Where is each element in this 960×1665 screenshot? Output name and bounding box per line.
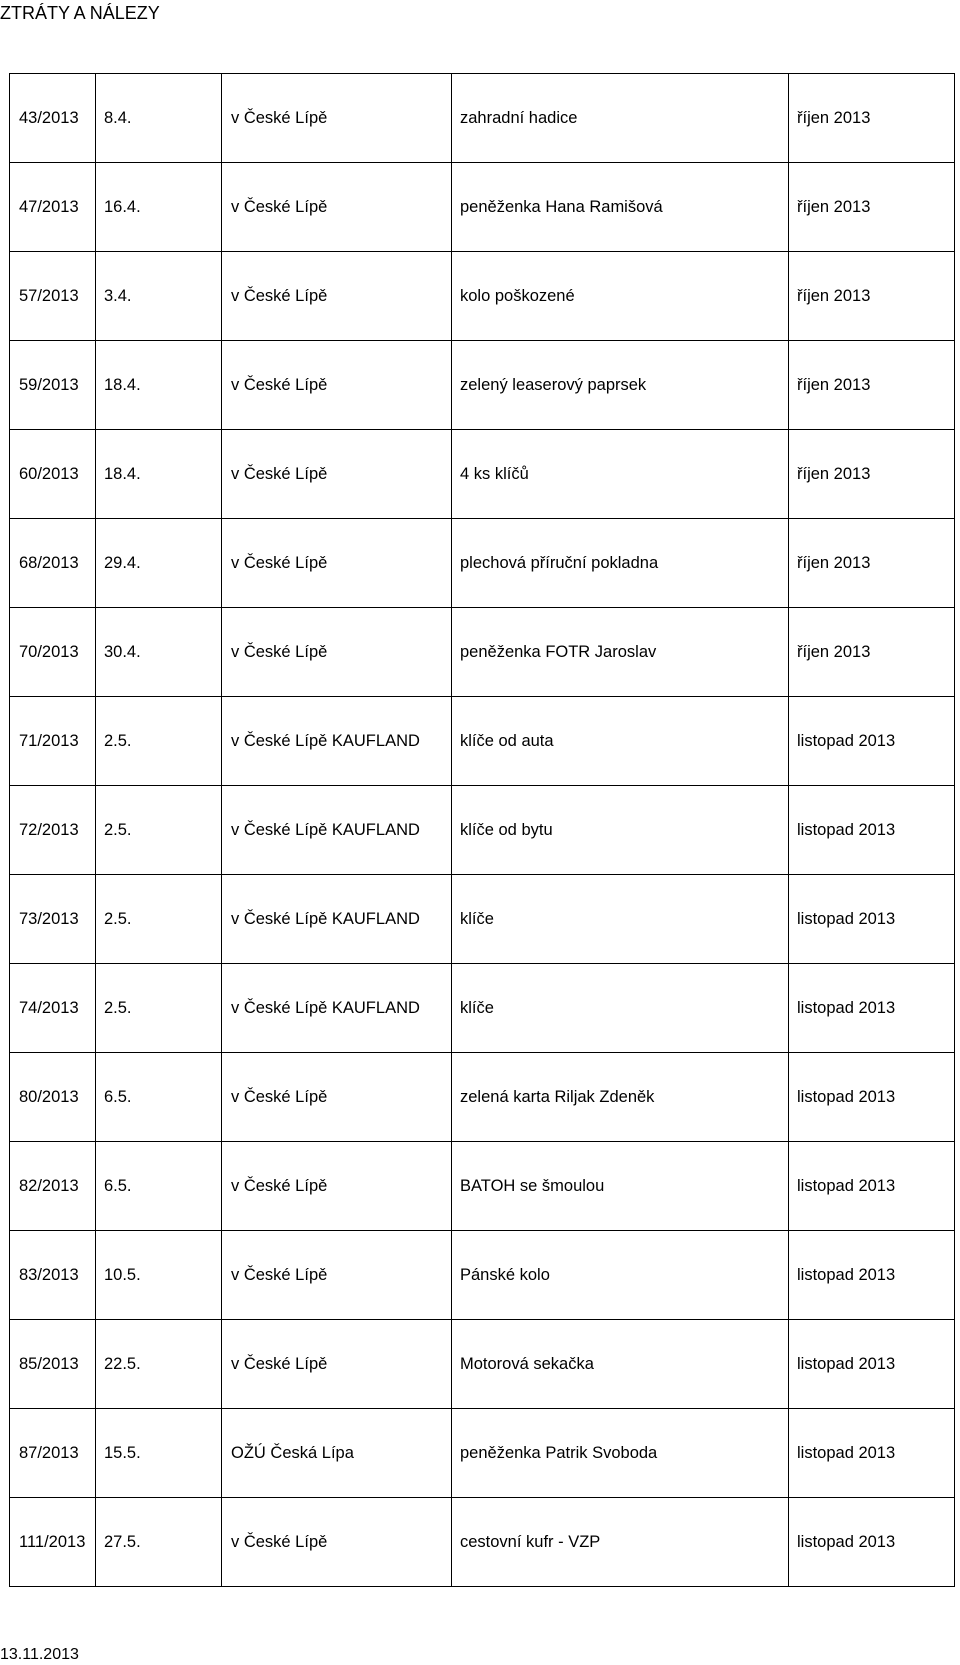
record-place: v České Lípě KAUFLAND — [222, 964, 452, 1053]
record-item: 4 ks klíčů — [452, 430, 789, 519]
record-month: listopad 2013 — [789, 1320, 955, 1409]
record-month: listopad 2013 — [789, 1498, 955, 1587]
record-item: klíče — [452, 875, 789, 964]
record-place: v České Lípě KAUFLAND — [222, 786, 452, 875]
record-item: Motorová sekačka — [452, 1320, 789, 1409]
record-month: říjen 2013 — [789, 430, 955, 519]
record-date: 29.4. — [96, 519, 222, 608]
record-date: 27.5. — [96, 1498, 222, 1587]
record-month: říjen 2013 — [789, 163, 955, 252]
record-month: říjen 2013 — [789, 252, 955, 341]
table-row — [10, 1231, 955, 1320]
record-place: v České Lípě — [222, 1053, 452, 1142]
record-number: 74/2013 — [10, 964, 96, 1053]
record-date: 3.4. — [96, 252, 222, 341]
record-item: BATOH se šmoulou — [452, 1142, 789, 1231]
record-month: listopad 2013 — [789, 1053, 955, 1142]
footer-date: 13.11.2013 — [0, 1646, 79, 1663]
record-item: plechová příruční pokladna — [452, 519, 789, 608]
record-month: listopad 2013 — [789, 875, 955, 964]
record-item: klíče od bytu — [452, 786, 789, 875]
record-place: v České Lípě — [222, 608, 452, 697]
record-number: 111/2013 — [10, 1498, 96, 1587]
record-place: v České Lípě — [222, 1498, 452, 1587]
record-place: v České Lípě — [222, 1142, 452, 1231]
record-month: říjen 2013 — [789, 74, 955, 163]
record-date: 22.5. — [96, 1320, 222, 1409]
record-date: 2.5. — [96, 786, 222, 875]
table-row — [10, 1320, 955, 1409]
record-place: v České Lípě — [222, 74, 452, 163]
record-date: 18.4. — [96, 341, 222, 430]
record-number: 82/2013 — [10, 1142, 96, 1231]
table-row — [10, 519, 955, 608]
table-row — [10, 697, 955, 786]
record-item: zelená karta Riljak Zdeněk — [452, 1053, 789, 1142]
record-month: říjen 2013 — [789, 519, 955, 608]
record-month: říjen 2013 — [789, 608, 955, 697]
record-date: 16.4. — [96, 163, 222, 252]
record-date: 18.4. — [96, 430, 222, 519]
records-table — [9, 73, 955, 1587]
record-date: 8.4. — [96, 74, 222, 163]
table-row — [10, 964, 955, 1053]
record-number: 71/2013 — [10, 697, 96, 786]
record-month: říjen 2013 — [789, 341, 955, 430]
record-number: 43/2013 — [10, 74, 96, 163]
record-place: OŽÚ Česká Lípa — [222, 1409, 452, 1498]
record-date: 2.5. — [96, 697, 222, 786]
record-month: listopad 2013 — [789, 1142, 955, 1231]
record-place: v České Lípě KAUFLAND — [222, 697, 452, 786]
record-date: 30.4. — [96, 608, 222, 697]
table-row — [10, 430, 955, 519]
record-number: 70/2013 — [10, 608, 96, 697]
record-place: v České Lípě — [222, 341, 452, 430]
record-date: 6.5. — [96, 1053, 222, 1142]
record-item: peněženka Patrik Svoboda — [452, 1409, 789, 1498]
record-place: v České Lípě — [222, 1231, 452, 1320]
record-place: v České Lípě KAUFLAND — [222, 875, 452, 964]
record-item: peněženka Hana Ramišová — [452, 163, 789, 252]
record-place: v České Lípě — [222, 519, 452, 608]
record-date: 2.5. — [96, 964, 222, 1053]
record-date: 10.5. — [96, 1231, 222, 1320]
record-date: 2.5. — [96, 875, 222, 964]
table-row — [10, 252, 955, 341]
record-number: 87/2013 — [10, 1409, 96, 1498]
record-month: listopad 2013 — [789, 1409, 955, 1498]
table-row — [10, 1142, 955, 1231]
record-number: 72/2013 — [10, 786, 96, 875]
table-row — [10, 786, 955, 875]
record-month: listopad 2013 — [789, 964, 955, 1053]
record-item: Pánské kolo — [452, 1231, 789, 1320]
record-place: v České Lípě — [222, 163, 452, 252]
table-row — [10, 1498, 955, 1587]
record-date: 15.5. — [96, 1409, 222, 1498]
record-place: v České Lípě — [222, 252, 452, 341]
table-row — [10, 608, 955, 697]
table-row — [10, 74, 955, 163]
record-number: 68/2013 — [10, 519, 96, 608]
record-item: klíče — [452, 964, 789, 1053]
table-row — [10, 1409, 955, 1498]
record-date: 6.5. — [96, 1142, 222, 1231]
record-item: cestovní kufr - VZP — [452, 1498, 789, 1587]
record-number: 83/2013 — [10, 1231, 96, 1320]
records-table-body — [10, 74, 955, 1587]
record-number: 85/2013 — [10, 1320, 96, 1409]
record-month: listopad 2013 — [789, 697, 955, 786]
table-row — [10, 1053, 955, 1142]
record-month: listopad 2013 — [789, 786, 955, 875]
record-item: peněženka FOTR Jaroslav — [452, 608, 789, 697]
record-number: 73/2013 — [10, 875, 96, 964]
table-row — [10, 163, 955, 252]
record-number: 59/2013 — [10, 341, 96, 430]
record-item: klíče od auta — [452, 697, 789, 786]
record-number: 80/2013 — [10, 1053, 96, 1142]
record-place: v České Lípě — [222, 1320, 452, 1409]
page-title: ZTRÁTY A NÁLEZY — [0, 3, 160, 23]
record-number: 60/2013 — [10, 430, 96, 519]
table-row — [10, 341, 955, 430]
record-item: zelený leaserový paprsek — [452, 341, 789, 430]
record-number: 57/2013 — [10, 252, 96, 341]
record-number: 47/2013 — [10, 163, 96, 252]
table-row — [10, 875, 955, 964]
record-item: zahradní hadice — [452, 74, 789, 163]
record-item: kolo poškozené — [452, 252, 789, 341]
record-month: listopad 2013 — [789, 1231, 955, 1320]
record-place: v České Lípě — [222, 430, 452, 519]
